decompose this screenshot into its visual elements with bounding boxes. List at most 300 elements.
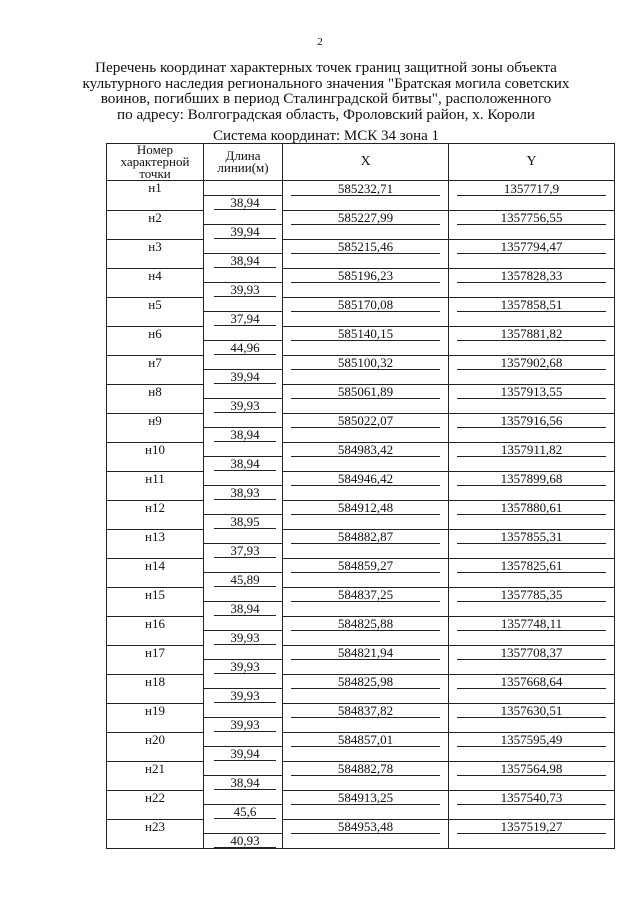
point-row xyxy=(107,674,615,689)
y-value: 1357748,11 xyxy=(457,617,606,631)
point-name: н10 xyxy=(107,442,204,457)
length-cell xyxy=(204,196,283,211)
x-spacer xyxy=(283,370,449,385)
y-spacer xyxy=(449,225,615,240)
point-name: н1 xyxy=(107,181,204,196)
y-cell xyxy=(449,326,615,341)
length-cell xyxy=(204,457,283,472)
x-value: 584946,42 xyxy=(291,472,440,486)
x-cell xyxy=(283,297,449,312)
x-spacer xyxy=(283,457,449,472)
segment-row xyxy=(107,573,615,588)
x-spacer xyxy=(283,486,449,501)
y-cell xyxy=(449,587,615,602)
length-spacer xyxy=(204,616,283,631)
y-spacer xyxy=(449,660,615,675)
segment-length: 38,94 xyxy=(214,776,276,790)
y-cell xyxy=(449,558,615,573)
segment-row xyxy=(107,515,615,530)
y-spacer xyxy=(449,370,615,385)
x-spacer xyxy=(283,776,449,791)
length-cell xyxy=(204,515,283,530)
x-spacer xyxy=(283,225,449,240)
segment-row xyxy=(107,399,615,414)
segment-row xyxy=(107,718,615,733)
length-spacer xyxy=(204,442,283,457)
segment-row xyxy=(107,660,615,675)
length-spacer xyxy=(204,181,283,196)
x-cell xyxy=(283,732,449,747)
x-spacer xyxy=(283,834,449,849)
length-cell xyxy=(204,834,283,849)
point-row xyxy=(107,268,615,283)
point-row xyxy=(107,703,615,718)
segment-length: 38,93 xyxy=(214,486,276,500)
segment-length: 40,93 xyxy=(214,834,276,848)
title-line: воинов, погибших в период Сталинградской битвы", расположенного xyxy=(100,90,552,107)
length-spacer xyxy=(204,761,283,776)
point-name-spacer xyxy=(107,718,204,733)
point-name-spacer xyxy=(107,196,204,211)
segment-row xyxy=(107,196,615,211)
x-value: 584912,48 xyxy=(291,501,440,515)
x-spacer xyxy=(283,312,449,327)
x-cell xyxy=(283,703,449,718)
x-value: 585022,07 xyxy=(291,414,440,428)
y-spacer xyxy=(449,283,615,298)
length-cell xyxy=(204,283,283,298)
y-cell xyxy=(449,268,615,283)
point-name-spacer xyxy=(107,573,204,588)
y-spacer xyxy=(449,747,615,762)
x-cell xyxy=(283,616,449,631)
segment-row xyxy=(107,834,615,849)
segment-length: 38,94 xyxy=(214,602,276,616)
x-spacer xyxy=(283,689,449,704)
x-cell xyxy=(283,384,449,399)
point-name: н18 xyxy=(107,674,204,689)
segment-row xyxy=(107,747,615,762)
y-value: 1357880,61 xyxy=(457,501,606,515)
document-title xyxy=(60,60,592,122)
y-value: 1357595,49 xyxy=(457,733,606,747)
length-cell xyxy=(204,486,283,501)
length-spacer xyxy=(204,819,283,834)
y-spacer xyxy=(449,254,615,269)
point-name: н4 xyxy=(107,268,204,283)
y-spacer xyxy=(449,428,615,443)
x-spacer xyxy=(283,428,449,443)
y-value: 1357916,56 xyxy=(457,414,606,428)
segment-length: 39,93 xyxy=(214,689,276,703)
point-name: н13 xyxy=(107,529,204,544)
segment-row xyxy=(107,370,615,385)
y-value: 1357540,73 xyxy=(457,791,606,805)
y-cell xyxy=(449,761,615,776)
length-spacer xyxy=(204,413,283,428)
x-spacer xyxy=(283,573,449,588)
x-spacer xyxy=(283,805,449,820)
segment-length: 38,94 xyxy=(214,457,276,471)
y-cell xyxy=(449,529,615,544)
table-header-row xyxy=(107,144,615,181)
point-row xyxy=(107,732,615,747)
point-name-spacer xyxy=(107,399,204,414)
point-name: н17 xyxy=(107,645,204,660)
length-cell xyxy=(204,254,283,269)
x-spacer xyxy=(283,515,449,530)
point-row xyxy=(107,819,615,834)
point-row xyxy=(107,471,615,486)
header-y: Y xyxy=(449,144,615,181)
y-cell xyxy=(449,355,615,370)
point-name: н21 xyxy=(107,761,204,776)
x-spacer xyxy=(283,399,449,414)
x-value: 584857,01 xyxy=(291,733,440,747)
y-value: 1357881,82 xyxy=(457,327,606,341)
y-spacer xyxy=(449,312,615,327)
x-cell xyxy=(283,442,449,457)
x-value: 584821,94 xyxy=(291,646,440,660)
segment-length: 37,93 xyxy=(214,544,276,558)
x-value: 585140,15 xyxy=(291,327,440,341)
point-name-spacer xyxy=(107,834,204,849)
segment-length: 39,94 xyxy=(214,747,276,761)
y-value: 1357519,27 xyxy=(457,820,606,834)
x-value: 584882,87 xyxy=(291,530,440,544)
point-name-spacer xyxy=(107,544,204,559)
x-cell xyxy=(283,645,449,660)
x-spacer xyxy=(283,196,449,211)
x-value: 584953,48 xyxy=(291,820,440,834)
x-spacer xyxy=(283,602,449,617)
x-cell xyxy=(283,529,449,544)
x-cell xyxy=(283,819,449,834)
x-cell xyxy=(283,239,449,254)
segment-length: 45,6 xyxy=(214,805,276,819)
point-row xyxy=(107,297,615,312)
point-name: н8 xyxy=(107,384,204,399)
x-value: 585170,08 xyxy=(291,298,440,312)
point-name: н11 xyxy=(107,471,204,486)
point-row xyxy=(107,239,615,254)
y-value: 1357913,55 xyxy=(457,385,606,399)
y-spacer xyxy=(449,776,615,791)
x-value: 584859,27 xyxy=(291,559,440,573)
point-name: н9 xyxy=(107,413,204,428)
x-spacer xyxy=(283,718,449,733)
length-spacer xyxy=(204,790,283,805)
length-cell xyxy=(204,776,283,791)
x-cell xyxy=(283,413,449,428)
segment-row xyxy=(107,283,615,298)
x-cell xyxy=(283,471,449,486)
y-spacer xyxy=(449,573,615,588)
table-body xyxy=(107,181,615,849)
y-value: 1357630,51 xyxy=(457,704,606,718)
x-value: 585061,89 xyxy=(291,385,440,399)
point-row xyxy=(107,181,615,196)
x-spacer xyxy=(283,544,449,559)
point-name-spacer xyxy=(107,515,204,530)
coordinate-system-label: Система координат: МСК 34 зона 1 xyxy=(212,128,440,144)
segment-row xyxy=(107,254,615,269)
point-row xyxy=(107,355,615,370)
length-spacer xyxy=(204,297,283,312)
length-cell xyxy=(204,747,283,762)
y-value: 1357756,55 xyxy=(457,211,606,225)
point-name-spacer xyxy=(107,428,204,443)
length-spacer xyxy=(204,645,283,660)
x-value: 584837,25 xyxy=(291,588,440,602)
segment-row xyxy=(107,341,615,356)
y-spacer xyxy=(449,341,615,356)
point-name-spacer xyxy=(107,457,204,472)
length-cell xyxy=(204,718,283,733)
length-cell xyxy=(204,573,283,588)
point-row xyxy=(107,442,615,457)
length-cell xyxy=(204,602,283,617)
point-row xyxy=(107,326,615,341)
y-value: 1357717,9 xyxy=(457,182,606,196)
point-name-spacer xyxy=(107,283,204,298)
x-value: 585100,32 xyxy=(291,356,440,370)
point-name-spacer xyxy=(107,254,204,269)
y-spacer xyxy=(449,805,615,820)
y-value: 1357825,61 xyxy=(457,559,606,573)
x-value: 584825,88 xyxy=(291,617,440,631)
segment-row xyxy=(107,486,615,501)
length-cell xyxy=(204,544,283,559)
segment-length: 39,93 xyxy=(214,660,276,674)
point-row xyxy=(107,790,615,805)
y-cell xyxy=(449,471,615,486)
point-name-spacer xyxy=(107,660,204,675)
length-spacer xyxy=(204,529,283,544)
point-name-spacer xyxy=(107,805,204,820)
point-name: н5 xyxy=(107,297,204,312)
point-row xyxy=(107,210,615,225)
point-row xyxy=(107,587,615,602)
y-spacer xyxy=(449,689,615,704)
x-cell xyxy=(283,674,449,689)
point-row xyxy=(107,616,615,631)
y-cell xyxy=(449,703,615,718)
x-value: 585215,46 xyxy=(291,240,440,254)
y-value: 1357708,37 xyxy=(457,646,606,660)
x-cell xyxy=(283,268,449,283)
length-spacer xyxy=(204,500,283,515)
y-spacer xyxy=(449,399,615,414)
y-cell xyxy=(449,297,615,312)
segment-length: 39,93 xyxy=(214,399,276,413)
y-cell xyxy=(449,500,615,515)
y-value: 1357564,98 xyxy=(457,762,606,776)
segment-row xyxy=(107,312,615,327)
length-cell xyxy=(204,805,283,820)
y-cell xyxy=(449,790,615,805)
segment-length: 37,94 xyxy=(214,312,276,326)
segment-row xyxy=(107,689,615,704)
length-spacer xyxy=(204,587,283,602)
segment-row xyxy=(107,225,615,240)
point-name: н12 xyxy=(107,500,204,515)
segment-length: 39,93 xyxy=(214,718,276,732)
x-value: 585227,99 xyxy=(291,211,440,225)
point-name: н6 xyxy=(107,326,204,341)
point-name: н23 xyxy=(107,819,204,834)
point-name-spacer xyxy=(107,631,204,646)
x-cell xyxy=(283,326,449,341)
x-value: 584983,42 xyxy=(291,443,440,457)
length-cell xyxy=(204,689,283,704)
length-spacer xyxy=(204,384,283,399)
point-row xyxy=(107,761,615,776)
y-spacer xyxy=(449,602,615,617)
length-cell xyxy=(204,428,283,443)
point-name-spacer xyxy=(107,486,204,501)
title-line: Перечень координат характерных точек границ защитной зоны объекта xyxy=(95,59,557,76)
y-cell xyxy=(449,181,615,196)
point-row xyxy=(107,645,615,660)
y-value: 1357785,35 xyxy=(457,588,606,602)
y-cell xyxy=(449,239,615,254)
y-spacer xyxy=(449,718,615,733)
length-cell xyxy=(204,341,283,356)
x-spacer xyxy=(283,341,449,356)
length-cell xyxy=(204,660,283,675)
segment-row xyxy=(107,602,615,617)
x-cell xyxy=(283,210,449,225)
y-value: 1357911,82 xyxy=(457,443,606,457)
point-name: н14 xyxy=(107,558,204,573)
point-row xyxy=(107,529,615,544)
point-name: н3 xyxy=(107,239,204,254)
length-spacer xyxy=(204,703,283,718)
y-cell xyxy=(449,732,615,747)
segment-row xyxy=(107,544,615,559)
y-cell xyxy=(449,819,615,834)
x-spacer xyxy=(283,660,449,675)
x-value: 584837,82 xyxy=(291,704,440,718)
x-cell xyxy=(283,587,449,602)
x-value: 584882,78 xyxy=(291,762,440,776)
page-number: 2 xyxy=(317,36,323,48)
x-cell xyxy=(283,181,449,196)
segment-length: 39,94 xyxy=(214,370,276,384)
length-spacer xyxy=(204,558,283,573)
segment-row xyxy=(107,631,615,646)
point-row xyxy=(107,558,615,573)
x-spacer xyxy=(283,254,449,269)
point-name-spacer xyxy=(107,776,204,791)
point-name-spacer xyxy=(107,312,204,327)
length-cell xyxy=(204,370,283,385)
x-spacer xyxy=(283,283,449,298)
x-value: 585196,23 xyxy=(291,269,440,283)
point-name-spacer xyxy=(107,225,204,240)
y-value: 1357855,31 xyxy=(457,530,606,544)
y-spacer xyxy=(449,457,615,472)
point-name: н22 xyxy=(107,790,204,805)
segment-length: 38,94 xyxy=(214,196,276,210)
length-spacer xyxy=(204,471,283,486)
segment-length: 39,93 xyxy=(214,631,276,645)
length-cell xyxy=(204,312,283,327)
header-point-number: Номер характерной точки xyxy=(107,144,204,181)
y-cell xyxy=(449,674,615,689)
title-line: культурного наследия регионального значения "Братская могила советских xyxy=(82,74,570,92)
segment-length: 38,94 xyxy=(214,428,276,442)
point-name-spacer xyxy=(107,341,204,356)
point-row xyxy=(107,500,615,515)
length-spacer xyxy=(204,674,283,689)
point-name: н15 xyxy=(107,587,204,602)
x-cell xyxy=(283,761,449,776)
point-name: н19 xyxy=(107,703,204,718)
segment-row xyxy=(107,428,615,443)
x-cell xyxy=(283,558,449,573)
title-line: по адресу: Волгоградская область, Фроловский район, х. Короли xyxy=(116,105,536,123)
segment-row xyxy=(107,805,615,820)
x-value: 584913,25 xyxy=(291,791,440,805)
y-value: 1357899,68 xyxy=(457,472,606,486)
segment-length: 44,96 xyxy=(214,341,276,355)
point-row xyxy=(107,413,615,428)
y-spacer xyxy=(449,834,615,849)
header-line-length: Длина линии(м) xyxy=(204,144,283,181)
x-cell xyxy=(283,355,449,370)
segment-length: 39,93 xyxy=(214,283,276,297)
point-name-spacer xyxy=(107,689,204,704)
x-cell xyxy=(283,500,449,515)
y-value: 1357858,51 xyxy=(457,298,606,312)
point-name: н7 xyxy=(107,355,204,370)
y-spacer xyxy=(449,544,615,559)
segment-length: 45,89 xyxy=(214,573,276,587)
y-spacer xyxy=(449,196,615,211)
length-spacer xyxy=(204,239,283,254)
y-value: 1357902,68 xyxy=(457,356,606,370)
length-spacer xyxy=(204,210,283,225)
point-name: н16 xyxy=(107,616,204,631)
coordinates-table xyxy=(106,143,615,849)
y-cell xyxy=(449,616,615,631)
point-name-spacer xyxy=(107,602,204,617)
x-cell xyxy=(283,790,449,805)
segment-row xyxy=(107,457,615,472)
segment-row xyxy=(107,776,615,791)
y-cell xyxy=(449,210,615,225)
x-value: 584825,98 xyxy=(291,675,440,689)
segment-length: 39,94 xyxy=(214,225,276,239)
length-cell xyxy=(204,399,283,414)
length-spacer xyxy=(204,355,283,370)
x-spacer xyxy=(283,747,449,762)
point-name: н20 xyxy=(107,732,204,747)
x-spacer xyxy=(283,631,449,646)
y-cell xyxy=(449,645,615,660)
length-spacer xyxy=(204,268,283,283)
segment-length: 38,95 xyxy=(214,515,276,529)
x-value: 585232,71 xyxy=(291,182,440,196)
y-cell xyxy=(449,442,615,457)
y-value: 1357794,47 xyxy=(457,240,606,254)
y-value: 1357828,33 xyxy=(457,269,606,283)
length-spacer xyxy=(204,732,283,747)
y-cell xyxy=(449,384,615,399)
segment-length: 38,94 xyxy=(214,254,276,268)
